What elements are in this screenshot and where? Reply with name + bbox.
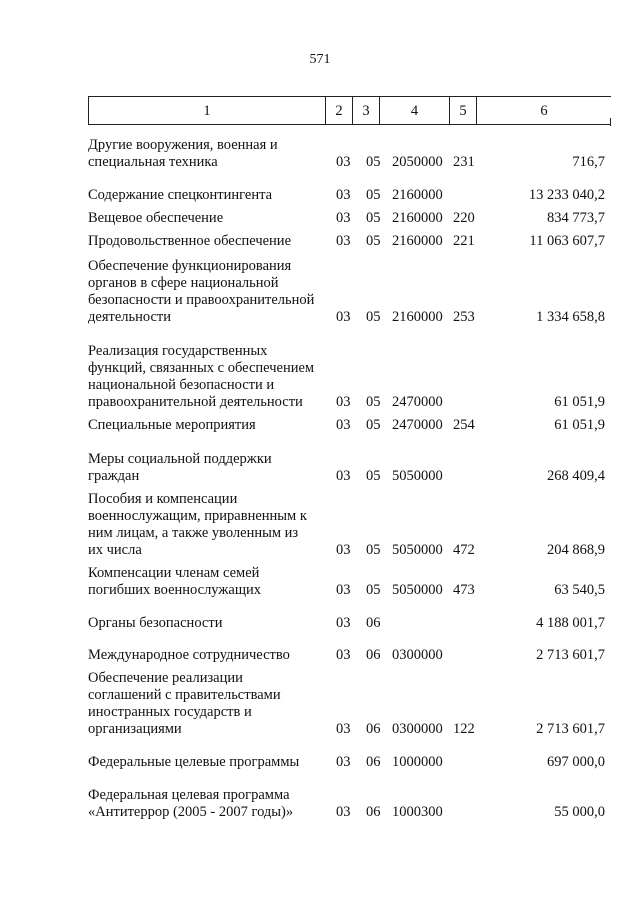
row-name-line: деятельности [88, 309, 172, 325]
row-col-3: 05 [366, 309, 381, 325]
row-col-6: 2 713 601,7 [536, 721, 605, 737]
table-header [88, 96, 611, 125]
row-name-line: Специальные мероприятия [88, 417, 256, 433]
row-col-3: 05 [366, 233, 381, 249]
row-name-line: функций, связанных с обеспечением [88, 360, 315, 376]
row-col-4: 1000000 [392, 754, 443, 770]
row-col-4: 2160000 [392, 187, 443, 203]
row-name-line: их числа [88, 542, 142, 558]
row-col-6: 834 773,7 [547, 210, 605, 226]
row-name [88, 233, 328, 250]
row-col-2: 03 [336, 647, 351, 663]
row-name-line: соглашений с правительствами [88, 687, 281, 703]
row-col-6: 268 409,4 [547, 468, 605, 484]
row-name [88, 491, 328, 559]
row-name-line: «Антитеррор (2005 - 2007 годы)» [88, 804, 294, 820]
row-col-3: 05 [366, 417, 381, 433]
row-col-6: 55 000,0 [554, 804, 605, 820]
row-name-line: Меры социальной поддержки [88, 451, 272, 467]
row-col-5: 221 [453, 233, 475, 249]
row-col-4: 2470000 [392, 394, 443, 410]
row-col-5: 254 [453, 417, 475, 433]
row-col-6: 2 713 601,7 [536, 647, 605, 663]
row-name [88, 187, 328, 204]
row-col-2: 03 [336, 542, 351, 558]
row-name [88, 670, 328, 738]
row-col-5: 220 [453, 210, 475, 226]
row-col-4: 2050000 [392, 154, 443, 170]
row-col-2: 03 [336, 394, 351, 410]
row-col-5: 122 [453, 721, 475, 737]
row-name-line: иностранных государств и [88, 704, 252, 720]
row-col-4: 2160000 [392, 233, 443, 249]
row-col-4: 2470000 [392, 417, 443, 433]
row-name [88, 258, 328, 326]
row-name [88, 137, 328, 171]
row-name-line: Компенсации членам семей [88, 565, 260, 581]
row-col-2: 03 [336, 417, 351, 433]
row-name [88, 451, 328, 485]
row-name-line: организациями [88, 721, 182, 737]
row-name [88, 787, 328, 821]
row-name-line: органов в сфере национальной [88, 275, 279, 291]
row-col-2: 03 [336, 754, 351, 770]
row-col-4: 2160000 [392, 309, 443, 325]
row-name-line: военнослужащим, приравненным к [88, 508, 307, 524]
row-col-4: 0300000 [392, 721, 443, 737]
row-name-line: Обеспечение функционирования [88, 258, 292, 274]
row-col-6: 204 868,9 [547, 542, 605, 558]
header-col-1: 1 [89, 97, 326, 125]
row-name [88, 343, 328, 411]
header-col-6: 6 [477, 97, 611, 125]
row-name [88, 565, 328, 599]
row-col-4: 5050000 [392, 582, 443, 598]
row-name [88, 647, 328, 664]
row-col-5: 473 [453, 582, 475, 598]
row-col-3: 05 [366, 468, 381, 484]
row-col-6: 697 000,0 [547, 754, 605, 770]
row-col-2: 03 [336, 309, 351, 325]
row-col-6: 716,7 [572, 154, 605, 170]
row-name-line: Другие вооружения, военная и [88, 137, 278, 153]
row-name-line: Федеральные целевые программы [88, 754, 300, 770]
row-name [88, 417, 328, 434]
row-col-6: 63 540,5 [554, 582, 605, 598]
header-right-tick [610, 118, 611, 126]
row-name-line: Содержание спецконтингента [88, 187, 273, 203]
row-col-6: 1 334 658,8 [536, 309, 605, 325]
row-col-3: 05 [366, 154, 381, 170]
page-number: 571 [309, 52, 331, 67]
row-name-line: Международное сотрудничество [88, 647, 290, 663]
row-col-3: 06 [366, 804, 381, 820]
row-name-line: погибших военнослужащих [88, 582, 261, 598]
row-name-line: граждан [88, 468, 140, 484]
row-name [88, 210, 328, 227]
row-name-line: ним лицам, а также уволенным из [88, 525, 299, 541]
row-col-6: 11 063 607,7 [529, 233, 605, 249]
header-col-2: 2 [326, 97, 353, 125]
row-col-5: 472 [453, 542, 475, 558]
row-col-2: 03 [336, 721, 351, 737]
row-col-3: 06 [366, 615, 381, 631]
row-name-line: специальная техника [88, 154, 218, 170]
row-col-2: 03 [336, 233, 351, 249]
row-col-4: 5050000 [392, 542, 443, 558]
row-name [88, 615, 328, 632]
header-col-4: 4 [380, 97, 450, 125]
row-col-6: 4 188 001,7 [536, 615, 605, 631]
row-col-6: 61 051,9 [554, 417, 605, 433]
row-col-6: 61 051,9 [554, 394, 605, 410]
row-name-line: Вещевое обеспечение [88, 210, 224, 226]
row-col-2: 03 [336, 187, 351, 203]
row-name-line: Органы безопасности [88, 615, 223, 631]
row-col-3: 06 [366, 754, 381, 770]
row-name-line: безопасности и правоохранительной [88, 292, 315, 308]
row-col-2: 03 [336, 582, 351, 598]
row-col-3: 05 [366, 542, 381, 558]
row-col-4: 0300000 [392, 647, 443, 663]
row-col-2: 03 [336, 615, 351, 631]
row-col-3: 06 [366, 721, 381, 737]
row-name-line: Пособия и компенсации [88, 491, 238, 507]
row-col-2: 03 [336, 468, 351, 484]
row-name-line: Федеральная целевая программа [88, 787, 290, 803]
row-col-5: 231 [453, 154, 475, 170]
header-col-5: 5 [450, 97, 477, 125]
row-name-line: национальной безопасности и [88, 377, 275, 393]
row-col-3: 05 [366, 394, 381, 410]
row-col-3: 05 [366, 187, 381, 203]
row-col-4: 1000300 [392, 804, 443, 820]
row-name-line: Обеспечение реализации [88, 670, 243, 686]
row-col-2: 03 [336, 210, 351, 226]
row-col-2: 03 [336, 804, 351, 820]
row-col-3: 05 [366, 210, 381, 226]
row-col-4: 5050000 [392, 468, 443, 484]
row-name-line: правоохранительной деятельности [88, 394, 303, 410]
row-col-4: 2160000 [392, 210, 443, 226]
header-col-3: 3 [353, 97, 380, 125]
row-name-line: Реализация государственных [88, 343, 268, 359]
row-col-3: 06 [366, 647, 381, 663]
row-col-6: 13 233 040,2 [528, 187, 605, 203]
row-name-line: Продовольственное обеспечение [88, 233, 291, 249]
row-col-3: 05 [366, 582, 381, 598]
row-col-2: 03 [336, 154, 351, 170]
row-col-5: 253 [453, 309, 475, 325]
row-name [88, 754, 328, 771]
